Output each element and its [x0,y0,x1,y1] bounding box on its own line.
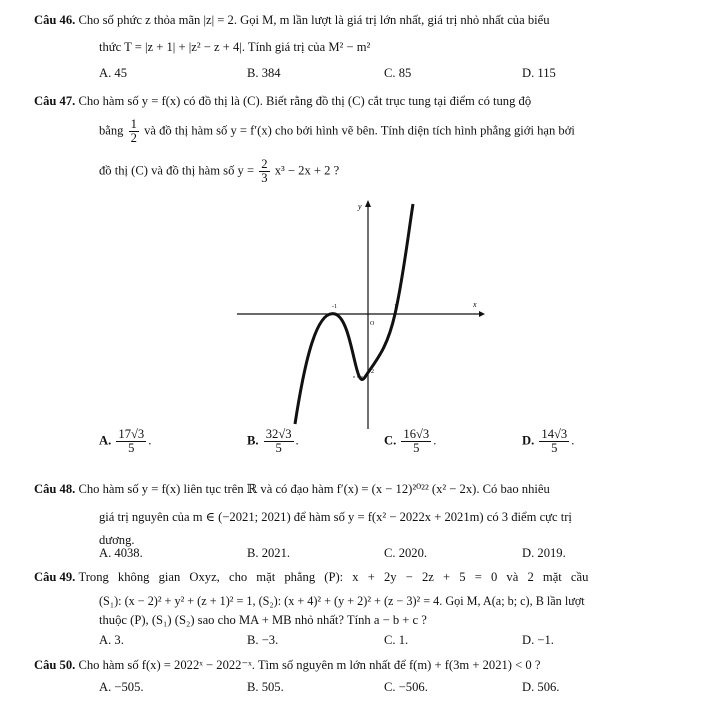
q48-answer-d: D. 2019. [522,546,566,560]
derivative-graph [237,199,487,429]
q48-line1 [34,481,550,497]
q50-answer-c: C. −506. [384,680,428,694]
q47-answer-a: A. $\frac{17√3}{5}$ . [99,427,152,456]
q48-answer-b: B. 2021. [247,546,291,560]
q47-answer-b: B. $\frac{32√3}{5}$ . [247,427,299,456]
q48-label: Câu 48. [34,482,76,496]
q49-answer-a: A. 3. [99,633,124,647]
q49-answer-c: C. 1. [384,633,409,647]
q47-text-3a: đồ thị (C) và đồ thị hàm số y = [99,163,255,178]
q46-line1 [34,13,550,28]
y-axis-arrow [365,200,371,207]
q46-answer-a: A. 45 [99,66,127,80]
q49-text-1: Trong không gian Oxyz, cho mặt phẳng (P): x + 2y − 2z + 5 = 0 và 2 mặt cầu [78,570,589,584]
q48-line2: giá trị nguyên của m ∈ (−2021; 2021) để hàm số y = f(x² − 2022x + 2021m) có 3 điểm cực trị [99,510,572,524]
q49-line1 [34,570,588,585]
q47-text-2a: bằng [99,123,124,138]
q49-answer-b: B. −3. [247,633,279,647]
q50-text-1: Cho hàm số f(x) = 2022ˣ − 2022⁻ˣ. Tìm số nguyên m lớn nhất để f(m) + f(3m + 2021) < 0 ? [78,658,541,672]
origin-label: O [370,321,375,327]
q49-label: Câu 49. [34,570,76,584]
q50-answer-d: D. 506. [522,680,560,694]
q47-line3 [99,158,339,185]
q46-label: Câu 46. [34,13,76,27]
q49-line3: thuộc (P), (S₁) (S₂) sao cho MA + MB nhỏ nhất? Tính a − b + c ? [99,613,427,627]
q47-line1 [34,94,531,109]
x-tick-label: 1 [394,304,397,310]
q46-answer-d: D. 115 [522,66,556,80]
q47-answer-c: C. $\frac{16√3}{5}$ . [384,427,437,456]
q50-line1 [34,657,540,673]
y-axis-label: y [358,202,362,211]
y-tick-label: -2 [369,369,374,375]
q50-label: Câu 50. [34,658,76,672]
q46-answer-c: C. 85 [384,66,412,80]
q48-answer-a: A. 4038. [99,546,143,560]
q47-answer-d: D. $\frac{14√3}{5}$ . [522,427,575,456]
fraction-two-thirds: $\frac{2}{3}$ [261,157,268,186]
q47-text-3b: x³ − 2x + 2 ? [274,163,340,178]
x-axis-label: x [473,300,477,309]
q48-line3: dương. [99,533,135,547]
q47-line2 [99,118,575,145]
q50-answer-b: B. 505. [247,680,284,694]
fraction-one-half: $\frac{1}{2}$ [130,117,137,146]
x-axis-arrow [479,311,485,317]
q47-label: Câu 47. [34,94,76,108]
q49-answer-d: D. −1. [522,633,554,647]
q48-answer-c: C. 2020. [384,546,428,560]
q47-text-2b: và đồ thị hàm số y = f′(x) cho bởi hình vẽ bên. Tính diện tích hình phẳng giới hạn bởi [144,123,575,138]
neg-tick-label: -1 [332,304,337,310]
q46-line2: thức T = |z + 1| + |z² − z + 4|. Tính giá trị của M² − m² [99,40,371,54]
q46-text-1: Cho số phức z thỏa mãn |z| = 2. Gọi M, m lần lượt là giá trị lớn nhất, giá trị nhỏ nhất của biểu [78,13,550,27]
q47-text-1: Cho hàm số y = f(x) có đồ thị là (C). Biết rằng đồ thị (C) cắt trục tung tại điểm có tung độ [78,94,532,108]
q46-answer-b: B. 384 [247,66,281,80]
q49-line2: (S₁): (x − 2)² + y² + (z + 1)² = 1, (S₂): (x + 4)² + (y + 2)² + (z − 3)² = 4. Gọi M, A(a; b; c), B lần lượt [99,594,585,608]
q48-text-1: Cho hàm số y = f(x) liên tục trên ℝ và có đạo hàm f′(x) = (x − 12)²⁰²² (x² − 2x). Có bao nhiêu [78,482,550,496]
q50-answer-a: A. −505. [99,680,144,694]
